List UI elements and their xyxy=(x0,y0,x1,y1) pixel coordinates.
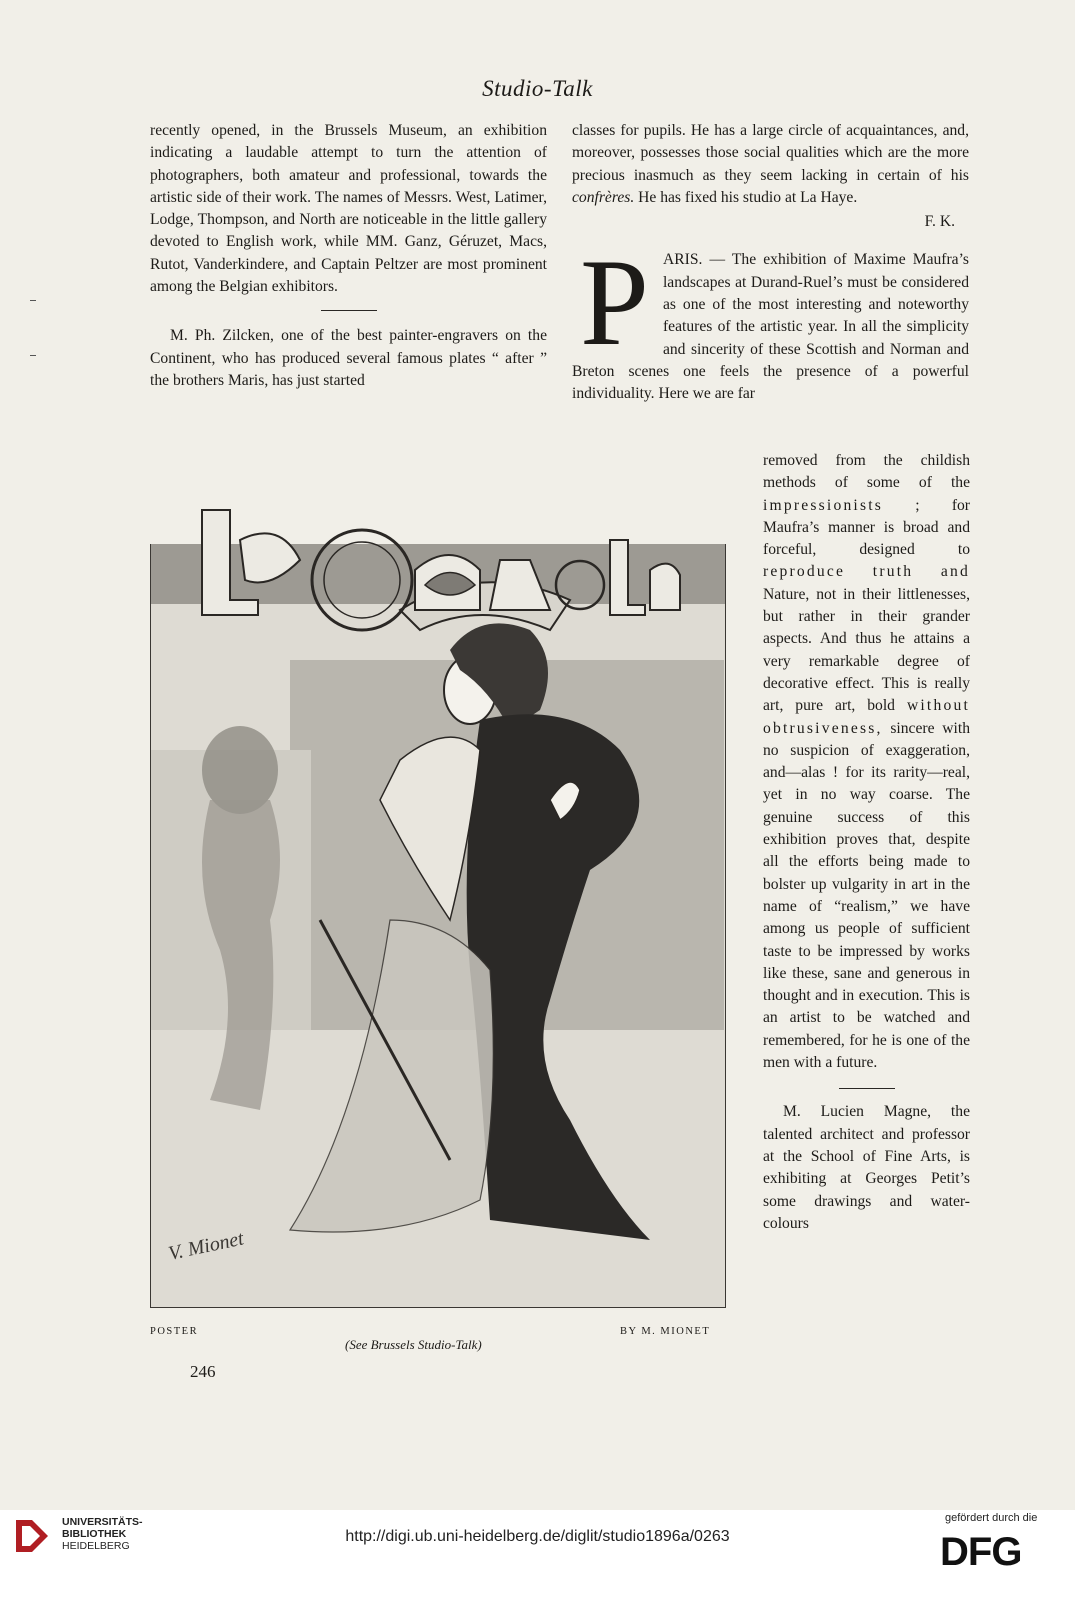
narrow-paragraph-1 xyxy=(763,450,970,1074)
paris-heading: ARIS. xyxy=(662,251,703,269)
funder-label: gefördert durch die xyxy=(945,1512,1038,1524)
text-run: — The exhibition of Maxime Maufra’s landscapes at Durand-Ruel’s must be considered as one of the most interesting and noteworthy features of the artistic year. In all the simplicity and sincerity of these Scottish and Norman and Breton scenes one feels the presence of a powerful individuality. Here we are far xyxy=(572,251,969,403)
text-run: removed from the childish methods of some of the xyxy=(763,452,970,492)
poster-artwork xyxy=(150,500,726,1310)
narrow-column xyxy=(763,450,970,1235)
italic-word: confrères. xyxy=(572,188,635,206)
spaced-text: reproduce truth and xyxy=(763,563,970,581)
left-column xyxy=(150,120,547,392)
library-name-line: UNIVERSITÄTS- xyxy=(62,1516,143,1528)
left-paragraph-1: recently opened, in the Brussels Museum, an exhibition indicating a laudable attempt to turn the attention of photographers, both amateur and professional, towards the artistic side of their work. The names of Messrs. West, Latimer, Lodge, Thompson, and North are noticeable in the little gallery devoted to English work, while MM. Ganz, Géruzet, Macs, Rutot, Vanderkindere, and Captain Peltzer are most prominent among the Belgian exhibitors. xyxy=(150,122,547,296)
caption-see-also: (See Brussels Studio-Talk) xyxy=(345,1337,482,1352)
section-divider xyxy=(839,1088,895,1089)
right-paragraph-1 xyxy=(572,120,969,209)
margin-mark xyxy=(30,355,36,356)
left-paragraph-2: M. Ph. Zilcken, one of the best painter-engravers on the Continent, who has produced several famous plates “ after ” the brothers Maris, has just started xyxy=(150,327,547,389)
spaced-text: impressionists ; xyxy=(763,496,922,514)
text-run: classes for pupils. He has a large circle of acquaintances, and, moreover, possesses those social qualities which are the more precious inasmuch as they seem lacking in certain of his xyxy=(572,122,969,184)
caption-right: BY M. MIONET xyxy=(620,1326,711,1337)
text-run: Nature, not in their littlenesses, but rather in their grander aspects. And thus he attains a very remarkable degree of decorative effect. This is really art, pure art, bold xyxy=(763,585,970,715)
poster-illustration xyxy=(150,500,726,1310)
page-number: 246 xyxy=(190,1362,216,1381)
section-divider xyxy=(321,310,377,311)
narrow-paragraph-2: M. Lucien Magne, the talented architect and professor at the School of Fine Arts, is exhibiting at Georges Petit’s some drawings and water-colours xyxy=(763,1103,970,1232)
funder-logo: DFG xyxy=(940,1530,1022,1574)
library-name-line: HEIDELBERG xyxy=(62,1540,130,1552)
author-initials: F. K. xyxy=(924,213,955,231)
digitization-footer xyxy=(0,1510,1075,1597)
running-head: Studio-Talk xyxy=(482,76,593,101)
poster-signature: V. Mionet xyxy=(166,1227,246,1265)
text-run: for Maufra’s manner is broad and forceful, designed to xyxy=(763,496,970,559)
text-run: He has fixed his studio at La Haye. xyxy=(634,188,858,206)
spaced-text: without obtrusiveness, xyxy=(763,697,970,737)
paris-section xyxy=(572,234,969,405)
margin-mark xyxy=(30,300,36,301)
text-run: sincere with no suspicion of exaggeration, and—alas ! for its rarity—real, yet in no way coarse. The genuine success of this exhibition proves that, despite all the efforts being made to bolster up vulgarity in art in the name of “realism,” we have among us people of sufficient taste to be impressed by works like these, sane and generous in thought and in execution. This is an artist to be watched and remembered, for he is one of the men with a future. xyxy=(763,719,970,1072)
library-name-line: BIBLIOTHEK xyxy=(62,1528,127,1540)
right-column xyxy=(572,120,969,406)
caption-left: POSTER xyxy=(150,1326,199,1337)
permalink-url[interactable]: http://digi.ub.uni-heidelberg.de/diglit/studio1896a/0263 xyxy=(345,1528,730,1545)
drop-cap: P xyxy=(580,234,649,372)
